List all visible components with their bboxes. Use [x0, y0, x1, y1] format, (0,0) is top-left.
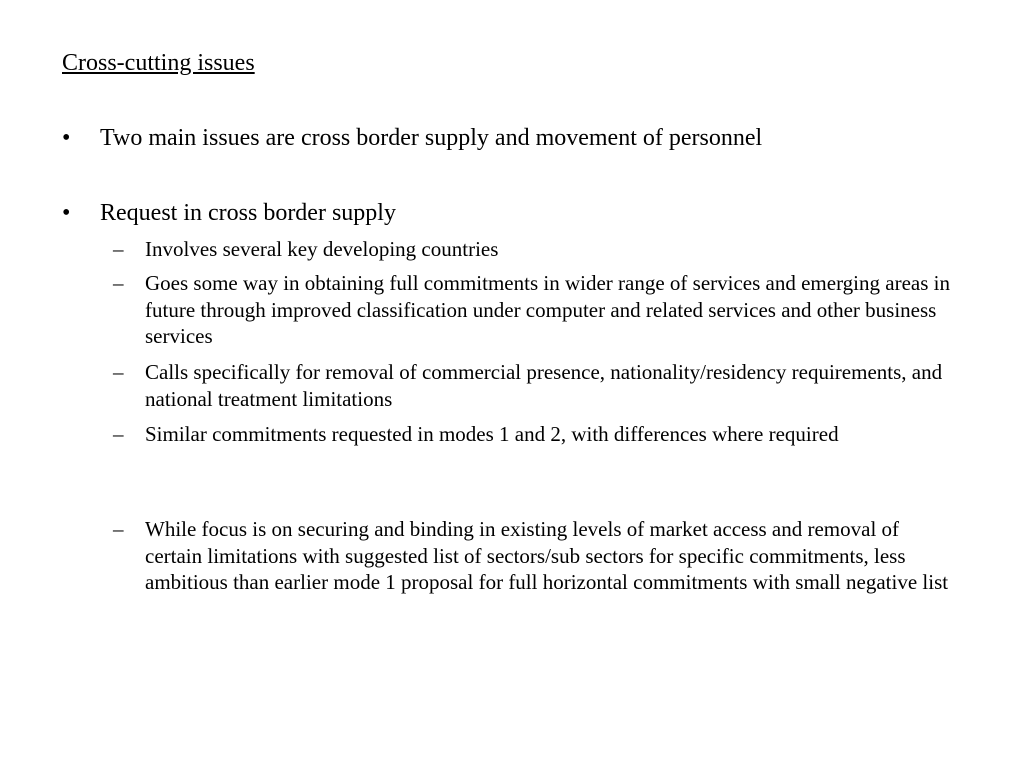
bullet-marker: •: [62, 200, 71, 226]
sub-bullet-item: [113, 359, 963, 412]
sub-bullet-text: Similar commitments requested in modes 1 and 2, with differences where required: [145, 422, 839, 446]
sub-bullet-item: [113, 236, 963, 263]
sub-bullet-item: [113, 421, 963, 448]
sub-bullet-item: [113, 516, 963, 596]
sub-bullet-text: Calls specifically for removal of commercial presence, nationality/residency requirements, and national treatment limitations: [145, 360, 943, 411]
sub-bullet-marker: –: [113, 271, 124, 295]
sub-bullet-item: [113, 270, 963, 350]
slide-title: Cross-cutting issues: [62, 50, 255, 76]
sub-bullet-marker: –: [113, 360, 124, 384]
sub-bullet-text: Involves several key developing countries: [145, 237, 499, 261]
sub-bullet-marker: –: [113, 237, 124, 261]
sub-bullet-marker: –: [113, 517, 124, 541]
sub-bullet-text: Goes some way in obtaining full commitments in wider range of services and emerging areas in future through improved classification under computer and related services and other business services: [145, 271, 950, 348]
sub-bullet-text: While focus is on securing and binding in existing levels of market access and removal of certain limitations with suggested list of sectors/sub sectors for specific commitments, less ambitious than earlier mode 1 proposal for full horizontal commitments with small negative list: [145, 517, 949, 594]
bullet-text: Request in cross border supply: [100, 200, 396, 226]
sub-bullet-marker: –: [113, 422, 124, 446]
bullet-text: Two main issues are cross border supply and movement of personnel: [100, 125, 763, 151]
bullet-marker: •: [62, 125, 71, 151]
